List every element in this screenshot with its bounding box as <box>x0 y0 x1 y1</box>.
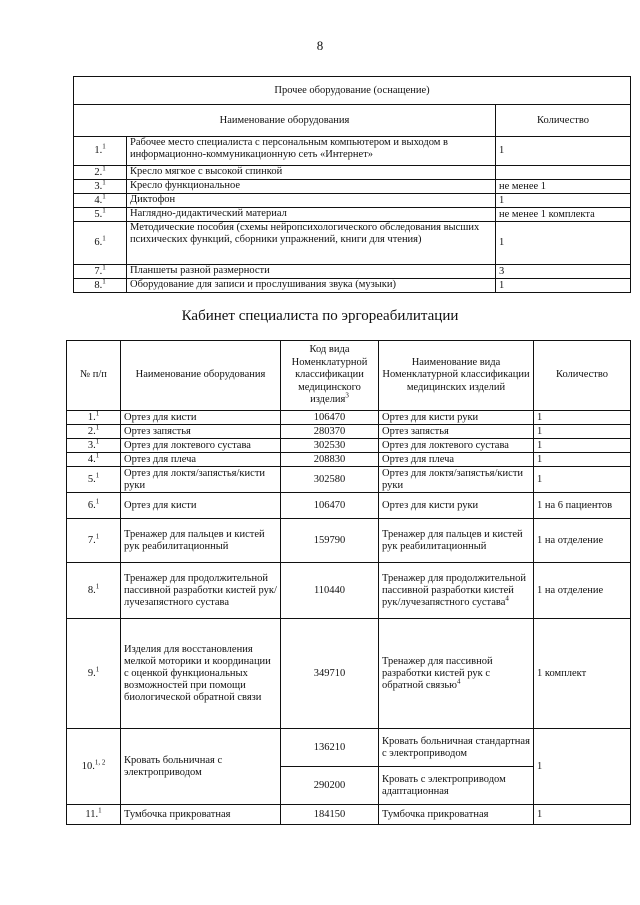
equipment-name: Ортез для кисти <box>121 411 281 425</box>
equipment-name: Планшеты разной размерности <box>127 265 496 279</box>
page-number: 8 <box>316 38 324 53</box>
code: 302530 <box>281 439 379 453</box>
table-row <box>67 563 631 619</box>
code: 106470 <box>281 411 379 425</box>
quantity: 1 на 6 пациентов <box>534 493 631 519</box>
type-name: Тренажер для продолжительной пассивной разработки кистей рук/лучезапястного сустава$^4$ <box>379 563 534 619</box>
quantity: 1 <box>534 729 631 805</box>
row-number: 1.$^1$ <box>67 411 121 425</box>
row-number: 4.$^1$ <box>67 453 121 467</box>
quantity: 1 <box>534 439 631 453</box>
code: 290200 <box>281 767 379 805</box>
equipment-name: Кровать больничная с электроприводом <box>121 729 281 805</box>
column-header-qty: Количество <box>534 341 631 411</box>
row-number: 8.$^1$ <box>67 563 121 619</box>
equipment-name: Кресло мягкое с высокой спинкой <box>127 166 496 180</box>
quantity <box>496 166 631 180</box>
quantity: 1 <box>496 137 631 166</box>
type-name: Ортез для кисти руки <box>379 411 534 425</box>
equipment-name: Рабочее место специалиста с персональным компьютером и выходом в информационно-коммуникационную сеть «Интернет» <box>127 137 496 166</box>
row-number: 3.$^1$ <box>67 439 121 453</box>
row-number: 4.$^1$ <box>74 194 127 208</box>
quantity: 1 <box>534 425 631 439</box>
equipment-name: Методические пособия (схемы нейропсихологического обследования высших психических функций, сборники упражнений, книги для чтения) <box>127 222 496 265</box>
row-number: 3.$^1$ <box>74 180 127 194</box>
code: 302580 <box>281 467 379 493</box>
equipment-name: Оборудование для записи и прослушивания звука (музыки) <box>127 279 496 293</box>
type-name: Кровать с электроприводом адаптационная <box>379 767 534 805</box>
quantity: 1 <box>496 194 631 208</box>
row-number: 1.$^1$ <box>74 137 127 166</box>
table-row <box>67 425 631 439</box>
row-number: 11.$^1$ <box>67 805 121 825</box>
row-number: 2.$^1$ <box>74 166 127 180</box>
equipment-name: Тумбочка прикроватная <box>121 805 281 825</box>
equipment-name: Наглядно-дидактический материал <box>127 208 496 222</box>
code: 184150 <box>281 805 379 825</box>
equipment-name: Кресло функциональное <box>127 180 496 194</box>
row-number: 7.$^1$ <box>74 265 127 279</box>
table-row <box>67 467 631 493</box>
equipment-name: Ортез для плеча <box>121 453 281 467</box>
row-number: 9.$^1$ <box>67 619 121 729</box>
quantity: 1 <box>534 805 631 825</box>
table-row <box>74 194 631 208</box>
code: 136210 <box>281 729 379 767</box>
row-number: 2.$^1$ <box>67 425 121 439</box>
type-name: Ортез запястья <box>379 425 534 439</box>
table-row <box>74 137 631 166</box>
equipment-name: Тренажер для продолжительной пассивной разработки кистей рук/лучезапястного сустава <box>121 563 281 619</box>
table-row <box>67 439 631 453</box>
equipment-name: Ортез запястья <box>121 425 281 439</box>
code: 349710 <box>281 619 379 729</box>
row-number: 6.$^1$ <box>74 222 127 265</box>
type-name: Тумбочка прикроватная <box>379 805 534 825</box>
table-row <box>74 180 631 194</box>
quantity: 1 на отделение <box>534 519 631 563</box>
equipment-name: Тренажер для пальцев и кистей рук реабилитационный <box>121 519 281 563</box>
quantity: 1 комплект <box>534 619 631 729</box>
equipment-name: Диктофон <box>127 194 496 208</box>
row-number: 7.$^1$ <box>67 519 121 563</box>
column-header-type: Наименование вида Номенклатурной классификации медицинских изделий <box>379 341 534 411</box>
table-title: Прочее оборудование (оснащение) <box>74 77 631 105</box>
other-equipment-table <box>73 76 631 293</box>
table-row <box>74 279 631 293</box>
quantity: 3 <box>496 265 631 279</box>
column-header-qty: Количество <box>496 105 631 137</box>
column-header-name: Наименование оборудования <box>121 341 281 411</box>
type-name: Ортез для локтевого сустава <box>379 439 534 453</box>
table-row <box>74 166 631 180</box>
type-name: Ортез для плеча <box>379 453 534 467</box>
code: 280370 <box>281 425 379 439</box>
type-name: Ортез для локтя/запястья/кисти руки <box>379 467 534 493</box>
table-row <box>67 619 631 729</box>
ergo-equipment-table <box>66 340 631 825</box>
code: 106470 <box>281 493 379 519</box>
table-row <box>67 453 631 467</box>
table-row <box>67 493 631 519</box>
type-name: Кровать больничная стандартная с электроприводом <box>379 729 534 767</box>
equipment-name: Ортез для локтевого сустава <box>121 439 281 453</box>
column-header-name: Наименование оборудования <box>74 105 496 137</box>
code: 208830 <box>281 453 379 467</box>
table-row <box>74 222 631 265</box>
quantity: 1 <box>534 467 631 493</box>
table-row <box>74 208 631 222</box>
row-number: 5.$^1$ <box>74 208 127 222</box>
table-row <box>67 519 631 563</box>
table-row <box>74 265 631 279</box>
row-number: 10.$^{1, 2}$ <box>67 729 121 805</box>
code: 110440 <box>281 563 379 619</box>
table-row <box>67 729 631 767</box>
equipment-name: Ортез для локтя/запястья/кисти руки <box>121 467 281 493</box>
column-header-code: Код вида Номенклатурной классификации медицинского изделия$^3$ <box>281 341 379 411</box>
quantity: 1 <box>534 411 631 425</box>
type-name: Тренажер для пальцев и кистей рук реабилитационный <box>379 519 534 563</box>
table-row <box>67 805 631 825</box>
row-number: 8.$^1$ <box>74 279 127 293</box>
type-name: Ортез для кисти руки <box>379 493 534 519</box>
row-number: 6.$^1$ <box>67 493 121 519</box>
quantity: не менее 1 <box>496 180 631 194</box>
quantity: 1 <box>496 279 631 293</box>
quantity: 1 <box>534 453 631 467</box>
equipment-name: Изделия для восстановления мелкой моторики и координации с оценкой функциональных возможностей при помощи биологической обратной связи <box>121 619 281 729</box>
quantity: 1 на отделение <box>534 563 631 619</box>
quantity: 1 <box>496 222 631 265</box>
row-number: 5.$^1$ <box>67 467 121 493</box>
column-header-num: № п/п <box>67 341 121 411</box>
table-row <box>67 411 631 425</box>
quantity: не менее 1 комплекта <box>496 208 631 222</box>
section-title: Кабинет специалиста по эргореабилитации <box>181 308 459 324</box>
equipment-name: Ортез для кисти <box>121 493 281 519</box>
code: 159790 <box>281 519 379 563</box>
type-name: Тренажер для пассивной разработки кистей рук с обратной связью$^4$ <box>379 619 534 729</box>
